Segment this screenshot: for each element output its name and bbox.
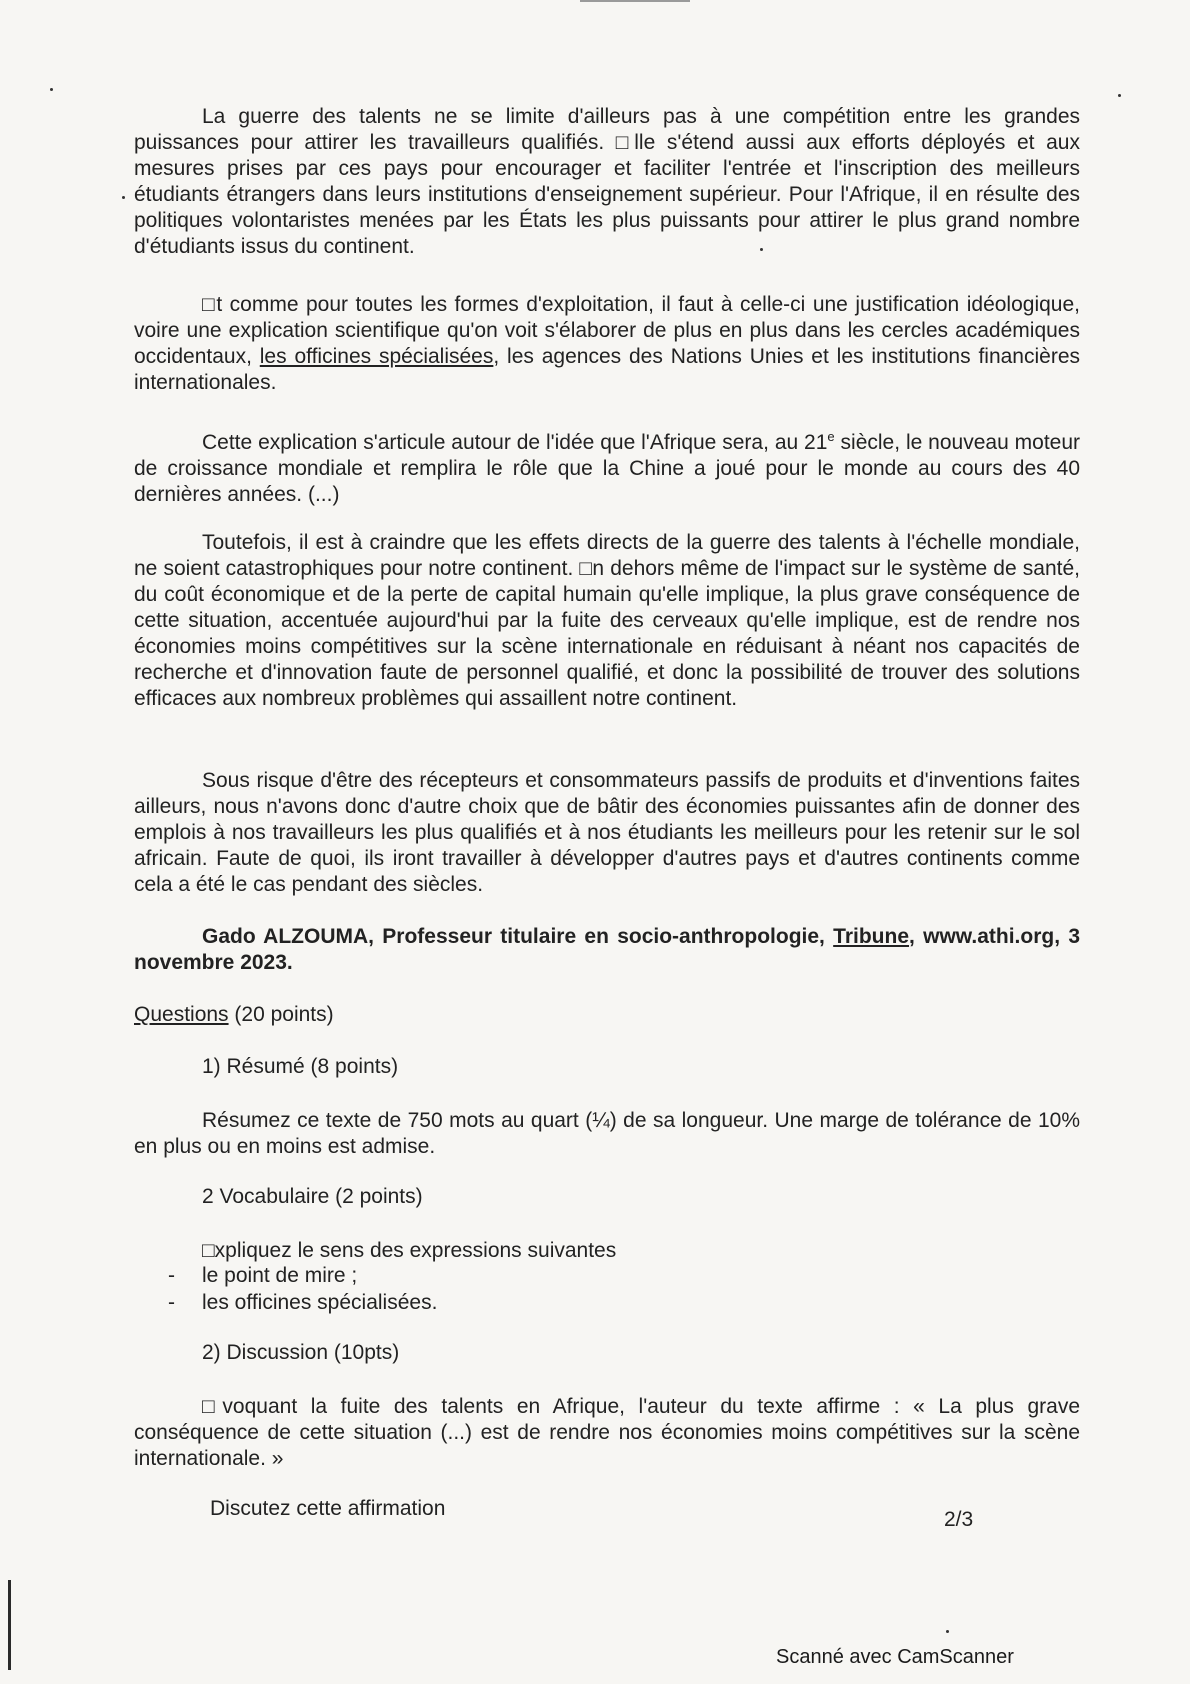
vocabulary-item: - les officines spécialisées.	[134, 1289, 437, 1316]
paragraph-text	[134, 424, 1080, 508]
scan-speck	[946, 1630, 949, 1633]
paragraph-4	[134, 530, 1080, 712]
paragraph-text-start: □t comme pour toutes les formes d'exploitation, il faut à celle-ci une justification idéologique, voire une explication scientifique qu'on voit s'élaborer de plus en plus dans les cercles académiques occidentaux,	[134, 293, 1080, 368]
paragraph-1	[134, 104, 1080, 260]
paragraph-text: La guerre des talents ne se limite d'ailleurs pas à une compétition entre les grandes puissances pour attirer les travailleurs qualifiés. □lle s'étend aussi aux efforts déployés et aux mesures prises par ces pays pour encourager et faciliter l'entrée et l'inscription des meilleurs étudiants étrangers dans leurs institutions d'enseignement supérieur. Pour l'Afrique, il en résulte des politiques volontaristes menées par les États les plus puissants pour attirer le plus grand nombre d'étudiants issus du continent.	[134, 105, 1080, 258]
scan-speck	[1118, 94, 1121, 97]
vocabulary-item: - le point de mire ;	[134, 1262, 437, 1289]
question-1-text: Résumez ce texte de 750 mots au quart (¼) de sa longueur. Une marge de tolérance de 10% en plus ou en moins est admise.	[134, 1109, 1080, 1158]
question-3-instruction: Discutez cette affirmation	[210, 1497, 446, 1520]
citation-author: Gado ALZOUMA, Professeur titulaire en socio-anthropologie,	[202, 925, 834, 948]
scan-speck	[122, 196, 125, 199]
paragraph-5	[134, 768, 1080, 898]
questions-heading-points: (20 points)	[228, 1003, 334, 1026]
question-3-text: □voquant la fuite des talents en Afrique, l'auteur du texte affirme : « La plus grave conséquence de cette situation (...) est de rendre nos économies moins compétitives sur la scène internationale. »	[134, 1395, 1080, 1470]
page-number: 2/3	[944, 1508, 974, 1531]
paragraph-text-end: , les agences des Nations Unies et les institutions financières internationales.	[134, 345, 1080, 394]
scan-speck	[50, 88, 53, 91]
left-edge-shadow	[8, 1580, 11, 1670]
underlined-expression: les officines spécialisées	[259, 345, 494, 368]
paragraph-text-start: Cette explication s'articule autour de l'idée que l'Afrique sera, au 21	[202, 431, 828, 454]
paragraph-2	[134, 292, 1080, 396]
scanner-watermark: Scanné avec CamScanner	[776, 1646, 1014, 1668]
question-1-text-block	[134, 1108, 1080, 1160]
top-edge-line	[580, 0, 690, 2]
paragraph-text-end: siècle, le nouveau moteur de croissance mondiale et remplira le rôle que la Chine a joué pour le monde au cours des 40 dernières années. (...)	[134, 431, 1081, 506]
question-2-title: 2 Vocabulaire (2 points)	[202, 1185, 423, 1208]
question-3-title: 2) Discussion (10pts)	[202, 1341, 400, 1364]
paragraph-text: Sous risque d'être des récepteurs et consommateurs passifs de produits et d'inventions faites ailleurs, nous n'avons donc d'autre choix que de bâtir des économies puissantes afin de donner des emplois à nos travailleurs les plus qualifiés et à nos étudiants les meilleurs pour les retenir sur le sol africain. Faute de quoi, ils iront travailler à développer d'autres pays et d'autres continents comme cela a été le cas pendant des siècles.	[134, 769, 1080, 896]
questions-heading	[134, 1002, 334, 1028]
vocabulary-list	[134, 1262, 437, 1316]
superscript: e	[827, 429, 835, 444]
paragraph-text: Toutefois, il est à craindre que les effets directs de la guerre des talents à l'échelle mondiale, ne soient catastrophiques pour notre continent. □n dehors même de l'impact sur le système de santé, du coût économique et de la perte de capital humain qu'elle implique, la plus grave conséquence de cette situation, accentuée aujourd'hui par la fuite des cerveaux qu'elle implique, est de rendre nos économies moins compétitives sur la scène internationale en réduisant à néant nos capacités de recherche et d'innovation faute de personnel qualifié, et donc la possibilité de trouver des solutions efficaces aux nombreux problèmes qui assaillent notre continent.	[134, 531, 1080, 710]
citation-source: Tribune	[833, 925, 910, 948]
citation	[134, 924, 1080, 976]
citation-text	[134, 924, 1080, 976]
citation-details: , www.athi.org, 3 novembre 2023.	[134, 925, 1080, 974]
question-1-title: 1) Résumé (8 points)	[202, 1055, 399, 1078]
paragraph-3	[134, 424, 1080, 508]
questions-heading-label: Questions	[134, 1003, 229, 1026]
paragraph-text	[134, 292, 1080, 396]
question-3-text-block	[134, 1394, 1080, 1472]
question-2-text: □xpliquez le sens des expressions suivantes	[202, 1239, 617, 1262]
